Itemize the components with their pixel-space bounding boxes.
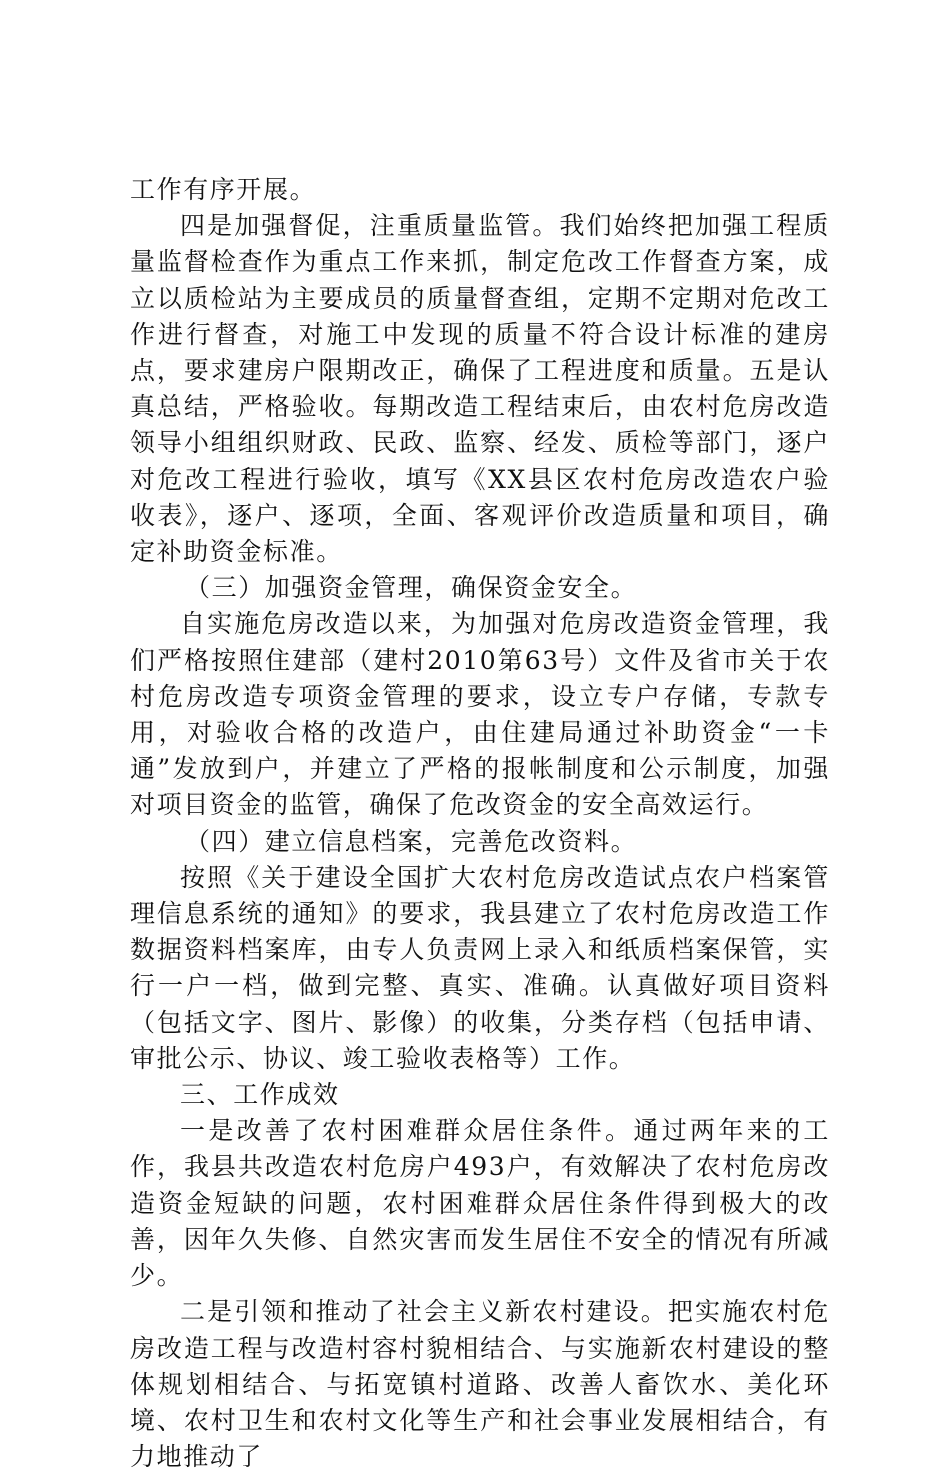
section-heading-archives: （四）建立信息档案，完善危改资料。 bbox=[185, 826, 638, 856]
paragraph-living-conditions: 一是改善了农村困难群众居住条件。通过两年来的工作，我县共改造农村危房户493户，有效解决了农村危房改造资金短缺的问题，农村困难群众居住条件得到极大的改善，因年久失修、自然灾害而发生居住不安全的情况有所减少。 bbox=[130, 1116, 830, 1291]
section-heading-results: 三、工作成效 bbox=[180, 1080, 340, 1110]
paragraph-new-countryside: 二是引领和推动了社会主义新农村建设。把实施农村危房改造工程与改造村容村貌相结合、与实施新农村建设的整体规划相结合、与拓宽镇村道路、改善人畜饮水、美化环境、农村卫生和农村文化等生产和社会事业发展相结合，有力地推动了 bbox=[130, 1297, 830, 1472]
paragraph-funds: 自实施危房改造以来，为加强对危房改造资金管理，我们严格按照住建部（建村2010第63号）文件及省市关于农村危房改造专项资金管理的要求，设立专户存储，专款专用，对验收合格的改造户，由住建局通过补助资金“一卡通”发放到户，并建立了严格的报帐制度和公示制度，加强对项目资金的监管，确保了危改资金的安全高效运行。 bbox=[130, 609, 830, 820]
document-body bbox=[130, 172, 830, 1475]
paragraph-continuation: 工作有序开展。 bbox=[130, 175, 317, 204]
paragraph-supervision: 四是加强督促，注重质量监管。我们始终把加强工程质量监督检查作为重点工作来抓，制定危改工作督查方案，成立以质检站为主要成员的质量督查组，定期不定期对危改工作进行督查，对施工中发现的质量不符合设计标准的建房点，要求建房户限期改正，确保了工程进度和质量。五是认真总结，严格验收。每期改造工程结束后，由农村危房改造领导小组组织财政、民政、监察、经发、质检等部门，逐户对危改工程进行验收，填写《XX县区农村危房改造农户验收表》，逐户、逐项，全面、客观评价改造质量和项目，确定补助资金标准。 bbox=[130, 211, 830, 567]
paragraph-archives: 按照《关于建设全国扩大农村危房改造试点农户档案管理信息系统的通知》的要求，我县建立了农村危房改造工作数据资料档案库，由专人负责网上录入和纸质档案保管，实行一户一档，做到完整、真实、准确。认真做好项目资料（包括文字、图片、影像）的收集，分类存档（包括申请、审批公示、协议、竣工验收表格等）工作。 bbox=[130, 862, 830, 1073]
section-heading-funds: （三）加强资金管理，确保资金安全。 bbox=[185, 573, 638, 603]
